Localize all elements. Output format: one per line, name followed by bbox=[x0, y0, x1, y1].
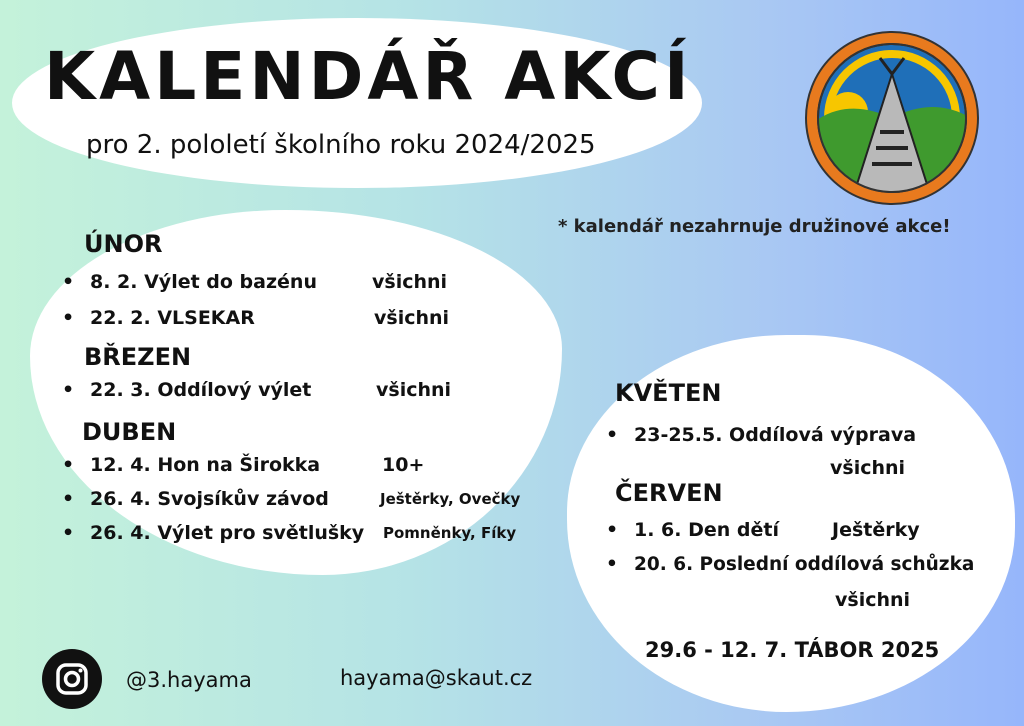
month-heading-brezen: BŘEZEN bbox=[84, 343, 192, 371]
event-text: 8. 2. Výlet do bazénu bbox=[90, 271, 317, 293]
month-heading-unor: ÚNOR bbox=[84, 230, 163, 258]
event-item bbox=[606, 519, 779, 541]
event-text: 12. 4. Hon na Širokka bbox=[90, 454, 321, 476]
bullet: • bbox=[62, 307, 75, 329]
event-text: 22. 2. VLSEKAR bbox=[90, 307, 255, 329]
bullet: • bbox=[62, 454, 75, 476]
event-item bbox=[606, 554, 975, 575]
event-participants: Pomněnky, Fíky bbox=[383, 524, 517, 542]
event-item bbox=[62, 379, 312, 401]
event-text: 20. 6. Poslední oddílová schůzka bbox=[634, 554, 975, 575]
bullet: • bbox=[62, 379, 75, 401]
event-participants: všichni bbox=[374, 307, 450, 329]
bullet: • bbox=[62, 271, 75, 293]
bullet: • bbox=[606, 519, 619, 541]
event-participants: Ještěrky bbox=[832, 519, 920, 541]
event-text: 22. 3. Oddílový výlet bbox=[90, 379, 312, 401]
event-item bbox=[62, 522, 365, 544]
instagram-icon[interactable] bbox=[42, 649, 102, 709]
month-heading-kveten: KVĚTEN bbox=[615, 379, 722, 407]
troop-logo bbox=[804, 30, 980, 206]
event-text: 23-25.5. Oddílová výprava bbox=[634, 424, 917, 446]
event-text: 26. 4. Výlet pro světlušky bbox=[90, 522, 365, 544]
bullet: • bbox=[606, 424, 619, 446]
event-participants: všichni bbox=[830, 457, 906, 479]
event-participants: všichni bbox=[372, 271, 448, 293]
disclaimer-note: * kalendář nezahrnuje družinové akce! bbox=[558, 216, 951, 237]
event-item bbox=[606, 424, 917, 446]
bullet: • bbox=[62, 488, 75, 510]
event-item bbox=[62, 271, 317, 293]
month-heading-cerven: ČERVEN bbox=[615, 479, 723, 507]
event-item bbox=[62, 488, 329, 510]
bullet: • bbox=[606, 554, 618, 575]
event-text: 26. 4. Svojsíkův závod bbox=[90, 488, 329, 510]
event-item bbox=[62, 307, 255, 329]
event-participants: všichni bbox=[835, 589, 911, 611]
contact-email[interactable]: hayama@skaut.cz bbox=[340, 666, 533, 690]
event-participants: Ještěrky, Ovečky bbox=[380, 490, 521, 508]
event-item bbox=[62, 454, 321, 476]
page-subtitle: pro 2. pololetí školního roku 2024/2025 bbox=[86, 130, 596, 160]
instagram-handle[interactable]: @3.hayama bbox=[126, 668, 252, 692]
event-participants: 10+ bbox=[382, 454, 425, 476]
month-heading-duben: DUBEN bbox=[82, 418, 177, 446]
event-text: 1. 6. Den dětí bbox=[634, 519, 779, 541]
event-participants: všichni bbox=[376, 379, 452, 401]
page-title: KALENDÁŘ AKCÍ bbox=[44, 38, 693, 115]
camp-dates: 29.6 - 12. 7. TÁBOR 2025 bbox=[645, 638, 940, 662]
bullet: • bbox=[62, 522, 75, 544]
